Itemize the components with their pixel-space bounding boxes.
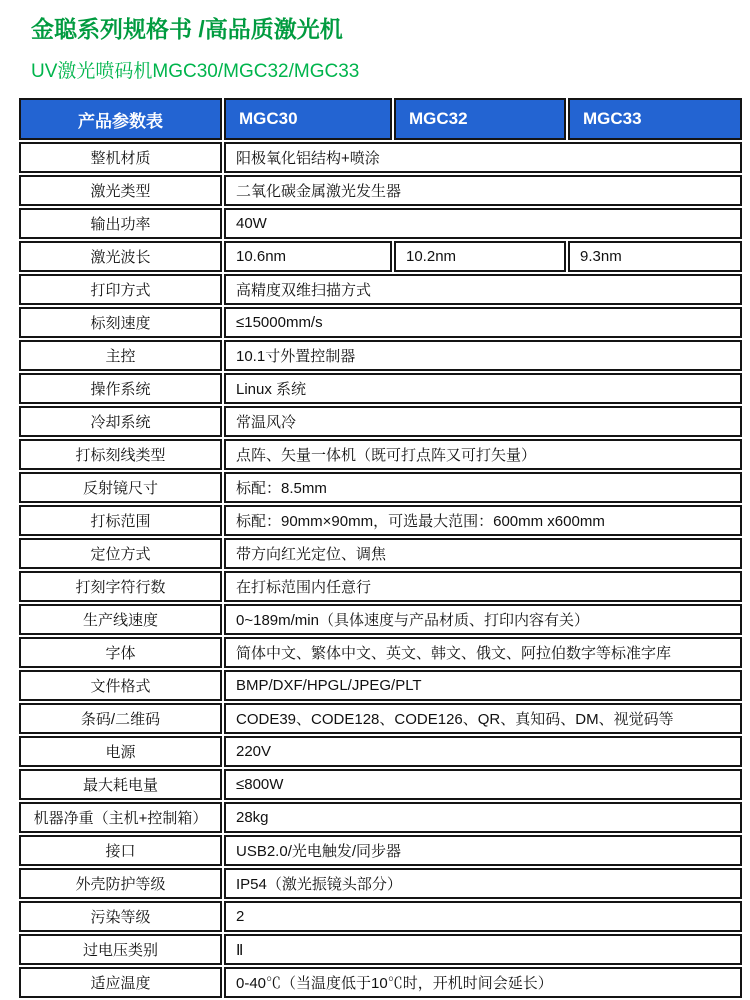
spec-value: Linux 系统 (224, 373, 742, 404)
spec-label: 过电压类别 (19, 934, 222, 965)
spec-value: 220V (224, 736, 742, 767)
spec-label: 激光类型 (19, 175, 222, 206)
spec-value: 在打标范围内任意行 (224, 571, 742, 602)
spec-value: 简体中文、繁体中文、英文、韩文、俄文、阿拉伯数字等标准字库 (224, 637, 742, 668)
spec-value: 常温风冷 (224, 406, 742, 437)
spec-value: 40W (224, 208, 742, 239)
spec-value: BMP/DXF/HPGL/JPEG/PLT (224, 670, 742, 701)
spec-label: 条码/二维码 (19, 703, 222, 734)
spec-value: 带方向红光定位、调焦 (224, 538, 742, 569)
header-model-mgc30: MGC30 (224, 98, 392, 140)
spec-value: USB2.0/光电触发/同步器 (224, 835, 742, 866)
spec-label: 主控 (19, 340, 222, 371)
table-row (19, 967, 742, 998)
spec-label: 打印方式 (19, 274, 222, 305)
spec-label: 冷却系统 (19, 406, 222, 437)
table-row (19, 274, 742, 305)
spec-label: 字体 (19, 637, 222, 668)
spec-value: 2 (224, 901, 742, 932)
table-row (19, 538, 742, 569)
spec-value: 0-40℃（当温度低于10℃时，开机时间会延长） (224, 967, 742, 998)
table-row (19, 472, 742, 503)
table-row (19, 571, 742, 602)
table-header-row (19, 98, 742, 140)
spec-label: 接口 (19, 835, 222, 866)
spec-value: 高精度双维扫描方式 (224, 274, 742, 305)
spec-value: 0~189m/min（具体速度与产品材质、打印内容有关） (224, 604, 742, 635)
table-row (19, 142, 742, 173)
spec-label: 打标刻线类型 (19, 439, 222, 470)
spec-value: 10.1寸外置控制器 (224, 340, 742, 371)
header-param-col: 产品参数表 (19, 98, 222, 140)
table-row (19, 175, 742, 206)
table-row (19, 736, 742, 767)
spec-value: 10.6nm (224, 241, 392, 272)
spec-label: 打刻字符行数 (19, 571, 222, 602)
table-row (19, 373, 742, 404)
spec-value: 点阵、矢量一体机（既可打点阵又可打矢量） (224, 439, 742, 470)
spec-label: 整机材质 (19, 142, 222, 173)
spec-label: 生产线速度 (19, 604, 222, 635)
spec-label: 定位方式 (19, 538, 222, 569)
spec-label: 输出功率 (19, 208, 222, 239)
spec-value: IP54（激光振镜头部分） (224, 868, 742, 899)
spec-value: CODE39、CODE128、CODE126、QR、真知码、DM、视觉码等 (224, 703, 742, 734)
page-title: 金聪系列规格书 /高品质激光机 (31, 16, 343, 42)
header-model-mgc32: MGC32 (394, 98, 566, 140)
table-row (19, 868, 742, 899)
spec-label: 文件格式 (19, 670, 222, 701)
table-row (19, 934, 742, 965)
spec-label: 反射镜尺寸 (19, 472, 222, 503)
spec-label: 机器净重（主机+控制箱） (19, 802, 222, 833)
spec-value: 标配：8.5mm (224, 472, 742, 503)
spec-value: 10.2nm (394, 241, 566, 272)
spec-label: 污染等级 (19, 901, 222, 932)
table-row (19, 802, 742, 833)
spec-label: 最大耗电量 (19, 769, 222, 800)
spec-label: 电源 (19, 736, 222, 767)
page-subtitle: UV激光喷码机MGC30/MGC32/MGC33 (31, 60, 360, 82)
spec-label: 标刻速度 (19, 307, 222, 338)
spec-value: Ⅱ (224, 934, 742, 965)
spec-label: 操作系统 (19, 373, 222, 404)
table-row (19, 439, 742, 470)
table-row (19, 406, 742, 437)
table-row (19, 901, 742, 932)
table-row (19, 670, 742, 701)
table-row (19, 307, 742, 338)
table-row (19, 604, 742, 635)
spec-value: ≤15000mm/s (224, 307, 742, 338)
spec-label: 外壳防护等级 (19, 868, 222, 899)
table-row (19, 703, 742, 734)
spec-label: 激光波长 (19, 241, 222, 272)
spec-value: 标配：90mm×90mm，可选最大范围：600mm x600mm (224, 505, 742, 536)
table-row (19, 241, 742, 272)
spec-value: 二氧化碳金属激光发生器 (224, 175, 742, 206)
table-row (19, 505, 742, 536)
spec-value: ≤800W (224, 769, 742, 800)
table-row (19, 769, 742, 800)
spec-value: 28kg (224, 802, 742, 833)
spec-value: 阳极氧化铝结构+喷涂 (224, 142, 742, 173)
spec-table (17, 96, 744, 1000)
table-row (19, 637, 742, 668)
header-model-mgc33: MGC33 (568, 98, 742, 140)
spec-label: 适应温度 (19, 967, 222, 998)
spec-label: 打标范围 (19, 505, 222, 536)
table-row (19, 340, 742, 371)
spec-value: 9.3nm (568, 241, 742, 272)
table-row (19, 835, 742, 866)
table-row (19, 208, 742, 239)
